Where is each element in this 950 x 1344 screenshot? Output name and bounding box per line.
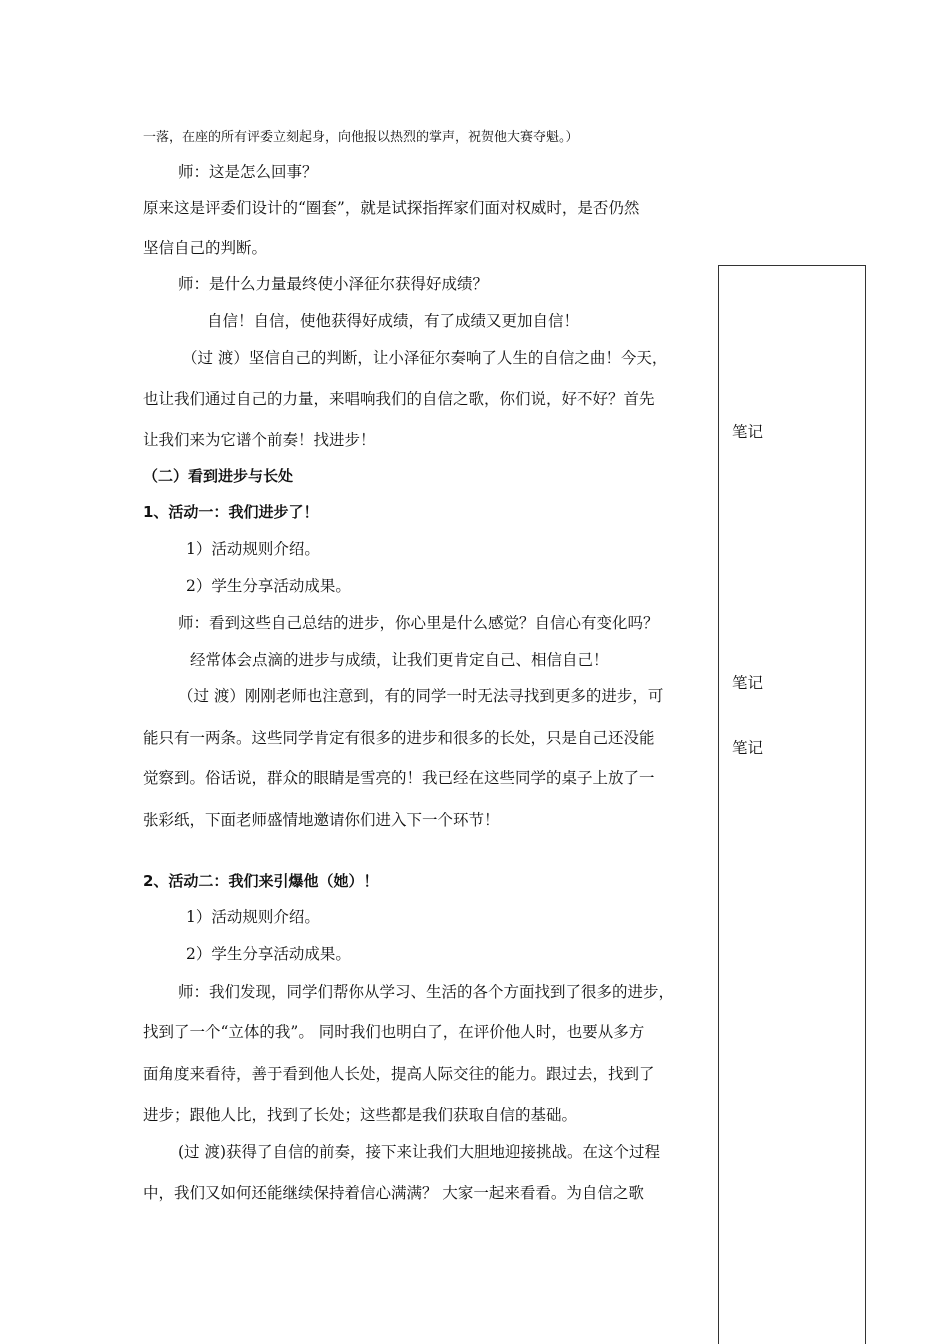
text-line: 师：这是怎么回事？ xyxy=(178,163,318,181)
list-item: 2）学生分享活动成果。 xyxy=(186,945,351,963)
notes-label: 笔记 xyxy=(732,739,764,757)
text-line: 自信！自信，使他获得好成绩，有了成绩又更加自信！ xyxy=(207,312,580,330)
text-line: 进步；跟他人比，找到了长处；这些都是我们获取自信的基础。 xyxy=(143,1106,578,1124)
text-line: 坚信自己的判断。 xyxy=(143,239,268,257)
text-line: 能只有一两条。这些同学肯定有很多的进步和很多的长处，只是自己还没能 xyxy=(143,729,655,747)
text-line: 让我们来为它谱个前奏！找进步！ xyxy=(143,431,376,449)
notes-column xyxy=(718,265,866,1344)
text-line: 一落，在座的所有评委立刻起身，向他报以热烈的掌声，祝贺他大赛夺魁。） xyxy=(143,130,579,145)
text-line: （过 渡）坚信自己的判断，让小泽征尔奏响了人生的自信之曲！今天， xyxy=(182,349,668,367)
text-line: 也让我们通过自己的力量，来唱响我们的自信之歌，你们说，好不好？首先 xyxy=(143,390,655,408)
list-item: 1）活动规则介绍。 xyxy=(186,540,320,558)
text-line: 师：我们发现，同学们帮你从学习、生活的各个方面找到了很多的进步， xyxy=(178,983,675,1001)
activity-heading: 1、活动一：我们进步了！ xyxy=(143,503,319,521)
text-line: 师：看到这些自己总结的进步，你心里是什么感觉？自信心有变化吗？ xyxy=(178,614,659,632)
section-heading: （二）看到进步与长处 xyxy=(143,467,294,485)
text-line: 师：是什么力量最终使小泽征尔获得好成绩？ xyxy=(178,275,489,293)
text-line: 张彩纸，下面老师盛情地邀请你们进入下一个环节！ xyxy=(143,811,500,829)
text-line: 原来这是评委们设计的“圈套”，就是试探指挥家们面对权威时，是否仍然 xyxy=(143,199,640,217)
list-item: 2）学生分享活动成果。 xyxy=(186,577,351,595)
text-line: 经常体会点滴的进步与成绩，让我们更肯定自己、相信自己！ xyxy=(190,651,609,669)
text-line: (过 渡)获得了自信的前奏，接下来让我们大胆地迎接挑战。在这个过程 xyxy=(178,1143,661,1161)
activity-heading: 2、活动二：我们来引爆他（她）！ xyxy=(143,872,379,890)
text-line: 中，我们又如何还能继续保持着信心满满？ 大家一起来看看。为自信之歌 xyxy=(143,1184,644,1202)
list-item: 1）活动规则介绍。 xyxy=(186,908,320,926)
text-line: 找到了一个“立体的我”。 同时我们也明白了，在评价他人时，也要从多方 xyxy=(143,1023,645,1041)
text-line: （过 渡）刚刚老师也注意到，有的同学一时无法寻找到更多的进步，可 xyxy=(178,687,664,705)
notes-label: 笔记 xyxy=(732,674,764,692)
text-line: 觉察到。俗话说，群众的眼睛是雪亮的！我已经在这些同学的桌子上放了一 xyxy=(143,769,655,787)
notes-label: 笔记 xyxy=(732,423,764,441)
text-line: 面角度来看待，善于看到他人长处，提高人际交往的能力。跟过去，找到了 xyxy=(143,1065,655,1083)
